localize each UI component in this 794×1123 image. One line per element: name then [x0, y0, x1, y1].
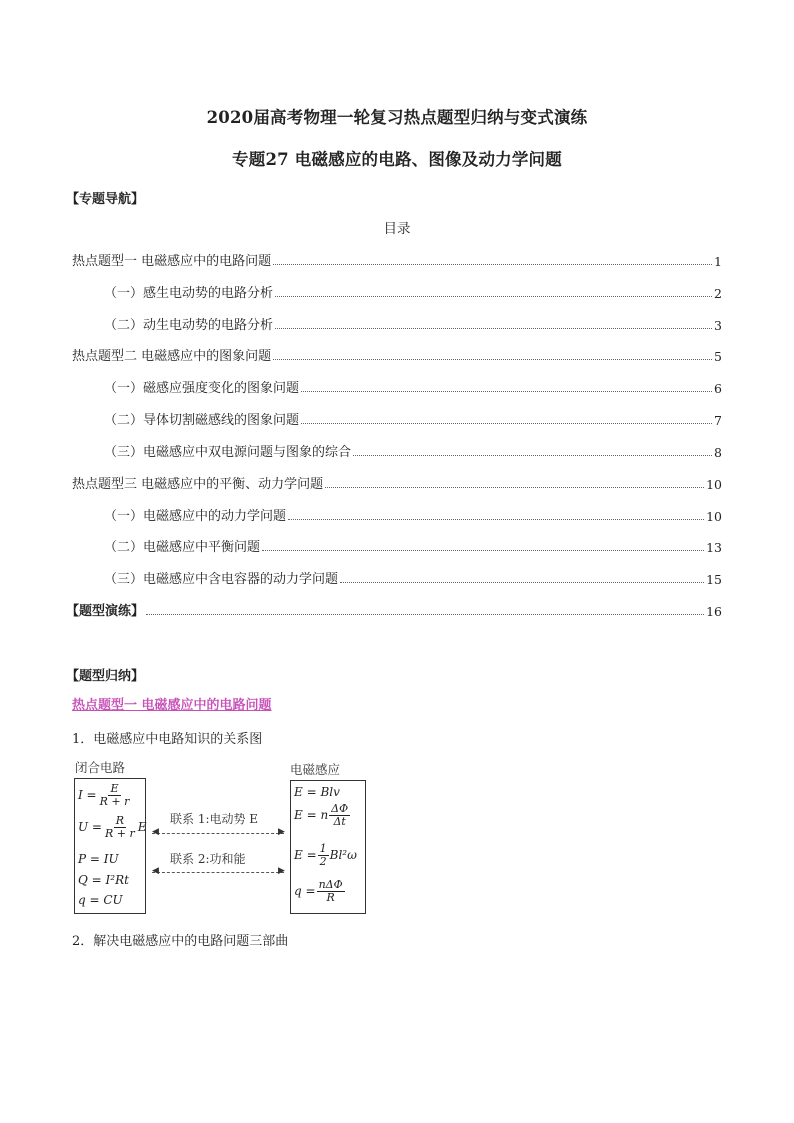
toc-entry-page: 2 — [714, 286, 722, 301]
link-energy-label: 联系 2:功和能 — [170, 852, 246, 866]
item-2-text: 2．解决电磁感应中的电路问题三部曲 — [72, 934, 289, 949]
fraction-denominator: R + r — [99, 795, 130, 808]
toc-leader — [262, 550, 704, 551]
item-1-text: 1．电磁感应中电路知识的关系图 — [72, 732, 263, 747]
toc-entry-label: （一）磁感应强度变化的图象问题 — [104, 381, 300, 396]
toc-title: 目录 — [383, 221, 411, 237]
toc-entry[interactable] — [104, 506, 722, 524]
fraction-denominator: 2 — [319, 855, 327, 868]
toc-entry[interactable] — [66, 601, 722, 619]
formula-rotation-emf — [294, 843, 357, 868]
toc-entry-page: 13 — [706, 540, 722, 555]
toc-leader — [301, 423, 712, 424]
summary-heading: 【题型归纳】 — [66, 669, 145, 684]
fraction — [103, 815, 137, 840]
toc-entry-page: 10 — [706, 477, 722, 492]
formula-charge: q = CU — [78, 893, 123, 907]
toc-entry-page: 8 — [714, 445, 722, 460]
toc-entry-label: 【题型演练】 — [66, 604, 145, 619]
fraction-denominator: Δt — [333, 815, 346, 828]
arrow-left-head-icon: ◀ — [152, 866, 159, 876]
toc-entry[interactable] — [72, 474, 722, 492]
toc-leader — [340, 582, 704, 583]
em-induction-box — [290, 780, 366, 914]
toc-entry-label: （三）电磁感应中含电容器的动力学问题 — [104, 572, 339, 587]
toc-entry-label: 热点题型三 电磁感应中的平衡、动力学问题 — [72, 477, 324, 492]
formula-part: E = — [294, 848, 317, 862]
toc-leader — [275, 296, 712, 297]
toc-entry-page: 6 — [714, 381, 722, 396]
toc-entry-page: 10 — [706, 509, 722, 524]
toc-entry-page: 3 — [714, 318, 722, 333]
document-title: 2020届高考物理一轮复习热点题型归纳与变式演练 — [206, 108, 588, 127]
link-emf-label: 联系 1:电动势 E — [170, 812, 259, 826]
toc-entry-label: 热点题型一 电磁感应中的电路问题 — [72, 254, 272, 269]
toc-entry-label: 热点题型二 电磁感应中的图象问题 — [72, 349, 272, 364]
toc-entry[interactable] — [104, 315, 722, 333]
closed-circuit-label: 闭合电路 — [75, 760, 126, 775]
fraction-numerator: E — [110, 782, 119, 795]
toc-entry-label: （一）电磁感应中的动力学问题 — [104, 509, 287, 524]
toc-leader — [275, 328, 712, 329]
toc-leader — [273, 264, 712, 265]
formula-part: E = n — [294, 808, 329, 822]
fraction-numerator: R — [115, 814, 125, 827]
formula-induced-charge — [294, 879, 346, 904]
arrow-right-head-icon: ▶ — [278, 827, 285, 837]
toc-entry-label: （二）动生电动势的电路分析 — [104, 318, 274, 333]
formula-part: U = — [78, 820, 102, 834]
arrow-emf — [152, 833, 284, 834]
formula-part: q = — [294, 884, 316, 898]
toc-leader — [273, 359, 712, 360]
relationship-diagram — [70, 758, 370, 916]
toc-entry[interactable] — [104, 378, 722, 396]
formula-power: P = IU — [78, 852, 119, 866]
arrow-energy — [152, 872, 284, 873]
closed-circuit-box — [74, 778, 146, 914]
toc-entry-label: （二）导体切割磁感线的图象问题 — [104, 413, 300, 428]
toc-entry-page: 5 — [714, 349, 722, 364]
toc-entry-label: （一）感生电动势的电路分析 — [104, 286, 274, 301]
nav-heading: 【专题导航】 — [66, 192, 145, 207]
toc-entry[interactable] — [104, 537, 722, 555]
formula-motional-emf: E = Blv — [294, 785, 340, 799]
toc-entry[interactable] — [104, 569, 722, 587]
toc-entry[interactable] — [72, 346, 722, 364]
toc-entry[interactable] — [72, 251, 722, 269]
toc-entry[interactable] — [104, 410, 722, 428]
formula-heat: Q = I²Rt — [78, 873, 129, 887]
toc-entry[interactable] — [104, 442, 722, 460]
fraction — [317, 879, 345, 904]
toc-entry-page: 15 — [706, 572, 722, 587]
arrow-left-head-icon: ◀ — [152, 827, 159, 837]
fraction-numerator: nΔΦ — [318, 878, 343, 891]
fraction — [318, 843, 329, 868]
em-induction-label: 电磁感应 — [290, 762, 341, 777]
formula-part: E — [137, 820, 147, 834]
toc-entry-label: （三）电磁感应中双电源问题与图象的综合 — [104, 445, 352, 460]
formula-part: Bl²ω — [329, 848, 357, 862]
arrow-right-head-icon: ▶ — [278, 866, 285, 876]
fraction-denominator: R + r — [104, 827, 135, 840]
toc-entry-page: 1 — [714, 254, 722, 269]
fraction-denominator: R — [326, 891, 335, 904]
formula-part: I = — [78, 788, 97, 802]
toc-entry-label: （二）电磁感应中平衡问题 — [104, 540, 261, 555]
fraction — [98, 783, 132, 808]
formula-current — [78, 783, 132, 808]
toc-entry-page: 7 — [714, 413, 722, 428]
toc-entry[interactable] — [104, 283, 722, 301]
document-subtitle: 专题27 电磁感应的电路、图像及动力学问题 — [232, 150, 562, 169]
fraction-numerator: ΔΦ — [331, 802, 349, 815]
toc-leader — [288, 519, 704, 520]
formula-voltage — [78, 815, 147, 840]
fraction — [329, 803, 350, 828]
section1-heading[interactable]: 热点题型一 电磁感应中的电路问题 — [72, 698, 272, 713]
toc-entry-page: 16 — [706, 604, 722, 619]
formula-faraday — [294, 803, 351, 828]
toc-leader — [353, 455, 712, 456]
toc-leader — [301, 391, 712, 392]
toc-leader — [146, 614, 704, 615]
fraction-numerator: 1 — [319, 842, 327, 855]
toc-leader — [325, 487, 704, 488]
